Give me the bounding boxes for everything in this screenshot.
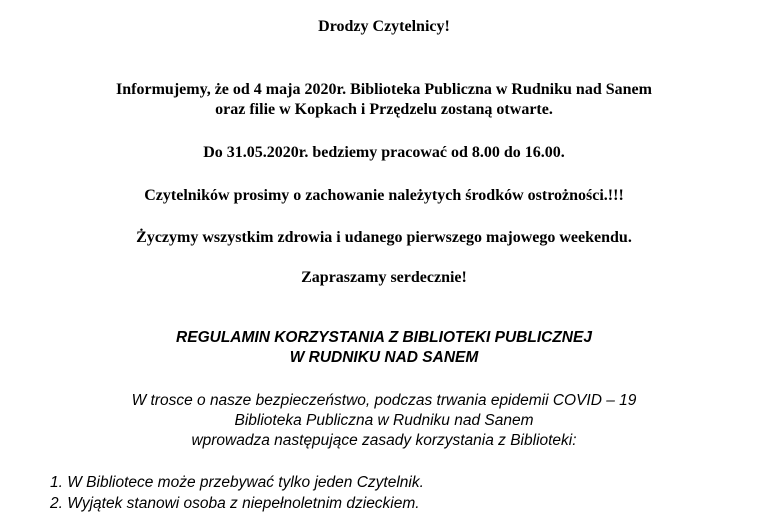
regulations-rule-list: [50, 472, 424, 514]
wishes-text: Życzymy wszystkim zdrowia i udanego pierwszego majowego weekendu.: [136, 229, 632, 246]
greeting-heading: Drodzy Czytelnicy!: [318, 18, 450, 35]
regulations-title-line-1: REGULAMIN KORZYSTANIA Z BIBLIOTEKI PUBLICZNEJ: [176, 329, 592, 346]
announcement-line-2: oraz filie w Kopkach i Przędzelu zostaną otwarte.: [215, 101, 553, 118]
caution-text: Czytelników prosimy o zachowanie należytych środków ostrożności.!!!: [144, 187, 624, 204]
regulations-intro-line-2: Biblioteka Publiczna w Rudniku nad Sanem: [234, 412, 534, 429]
opening-hours-text: Do 31.05.2020r. bedziemy pracować od 8.00 do 16.00.: [203, 144, 565, 161]
invitation-text: Zapraszamy serdecznie!: [301, 269, 467, 286]
regulations-intro-line-1: W trosce o nasze bezpieczeństwo, podczas trwania epidemii COVID – 19: [131, 392, 637, 409]
rule-item: 2. Wyjątek stanowi osoba z niepełnoletnim dzieckiem.: [50, 495, 420, 512]
regulations-title-line-2: W RUDNIKU NAD SANEM: [289, 349, 479, 366]
rule-item: 1. W Bibliotece może przebywać tylko jeden Czytelnik.: [50, 474, 424, 491]
announcement-line-1: Informujemy, że od 4 maja 2020r. Biblioteka Publiczna w Rudniku nad Sanem: [116, 81, 652, 98]
regulations-intro-line-3: wprowadza następujące zasady korzystania z Biblioteki:: [191, 432, 577, 449]
